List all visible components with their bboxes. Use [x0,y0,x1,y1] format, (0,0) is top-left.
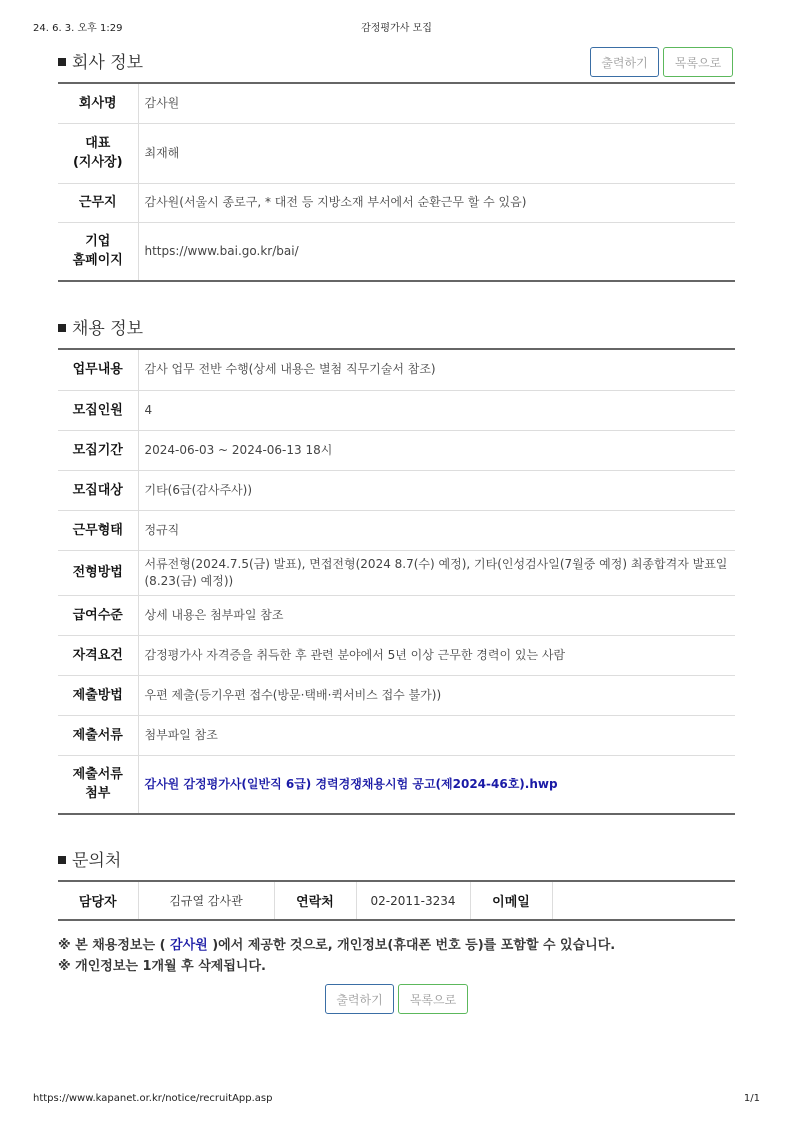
row-value: 감사원 [138,83,735,123]
email-value [552,881,735,920]
notice-company: 감사원 [170,938,208,953]
table-row [58,675,735,715]
print-button-bottom[interactable]: 출력하기 [325,984,394,1014]
row-label: 업무내용 [58,349,138,390]
print-title: 감정평가사 모집 [361,23,432,34]
row-label: 모집인원 [58,390,138,430]
row-label: 근무지 [58,183,138,222]
table-row [58,510,735,550]
row-value: 서류전형(2024.7.5(금) 발표), 면접전형(2024 8.7(수) 예정), 기타(인성검사일(7월중 예정) 최종합격자 발표일(8.23(금) 예정)) [138,550,735,595]
row-label: 회사명 [58,83,138,123]
email-label: 이메일 [470,881,552,920]
row-label: 자격요건 [58,635,138,675]
row-label: 제출방법 [58,675,138,715]
manager-label: 담당자 [58,881,138,920]
manager-value: 김규열 감사관 [138,881,274,920]
print-date: 24. 6. 3. 오후 1:29 [33,23,123,34]
list-button-top[interactable]: 목록으로 [663,47,733,77]
row-label: 모집기간 [58,430,138,470]
table-row [58,430,735,470]
row-value: 상세 내용은 첨부파일 참조 [138,595,735,635]
notice-line-2: ※ 개인정보는 1개월 후 삭제됩니다. [58,959,266,974]
row-value [138,222,735,281]
row-label: 대표 (지사장) [58,123,138,183]
table-row [58,715,735,755]
row-label: 제출서류 첨부 [58,755,138,814]
table-row [58,550,735,595]
row-value [138,755,735,814]
recruit-section-title: 채용 정보 [58,314,143,339]
company-info-table [58,82,735,282]
row-value: 최재해 [138,123,735,183]
page-number: 1/1 [743,1093,760,1104]
row-value: 첨부파일 참조 [138,715,735,755]
square-bullet-icon [58,324,66,332]
list-button-bottom[interactable]: 목록으로 [398,984,468,1014]
table-row [58,470,735,510]
table-row [58,755,735,814]
row-label: 모집대상 [58,470,138,510]
table-row [58,881,735,920]
table-row [58,222,735,281]
table-row [58,183,735,222]
table-row [58,595,735,635]
phone-value: 02-2011-3234 [356,881,470,920]
print-button-top[interactable]: 출력하기 [590,47,659,77]
row-value: 2024-06-03 ~ 2024-06-13 18시 [138,430,735,470]
print-header [33,19,760,33]
table-row [58,123,735,183]
row-value: 기타(6급(감사주사)) [138,470,735,510]
row-label: 기업 홈페이지 [58,222,138,281]
table-row [58,390,735,430]
table-row [58,349,735,390]
row-value: 정규직 [138,510,735,550]
square-bullet-icon [58,58,66,66]
company-section-title: 회사 정보 [58,48,143,73]
table-row [58,83,735,123]
row-value: 4 [138,390,735,430]
contact-section-title: 문의처 [58,846,121,871]
notice-line-1: ※ 본 채용정보는 ( 감사원 )에서 제공한 것으로, 개인정보(휴대폰 번호 등)를 포함할 수 있습니다. [58,938,616,953]
row-label: 전형방법 [58,550,138,595]
row-value: 감사원(서울시 종로구, * 대전 등 지방소재 부서에서 순환근무 할 수 있음) [138,183,735,222]
phone-label: 연락처 [274,881,356,920]
row-value: 우편 제출(등기우편 접수(방문·택배·퀵서비스 접수 불가)) [138,675,735,715]
print-url: https://www.kapanet.or.kr/notice/recruitApp.asp [33,1093,273,1104]
square-bullet-icon [58,856,66,864]
row-value: 감사 업무 전반 수행(상세 내용은 별첨 직무기술서 참조) [138,349,735,390]
row-label: 급여수준 [58,595,138,635]
row-label: 제출서류 [58,715,138,755]
contact-table [58,880,735,921]
row-label: 근무형태 [58,510,138,550]
row-value: 감정평가사 자격증을 취득한 후 관련 분야에서 5년 이상 근무한 경력이 있는 사람 [138,635,735,675]
table-row [58,635,735,675]
homepage-link[interactable]: https://www.bai.go.kr/bai/ [144,243,299,258]
recruit-info-table [58,348,735,815]
print-footer [33,1093,760,1107]
attachment-file-link[interactable]: 감사원 감정평가사(일반직 6급) 경력경쟁채용시험 공고(제2024-46호).hwp [144,776,558,791]
